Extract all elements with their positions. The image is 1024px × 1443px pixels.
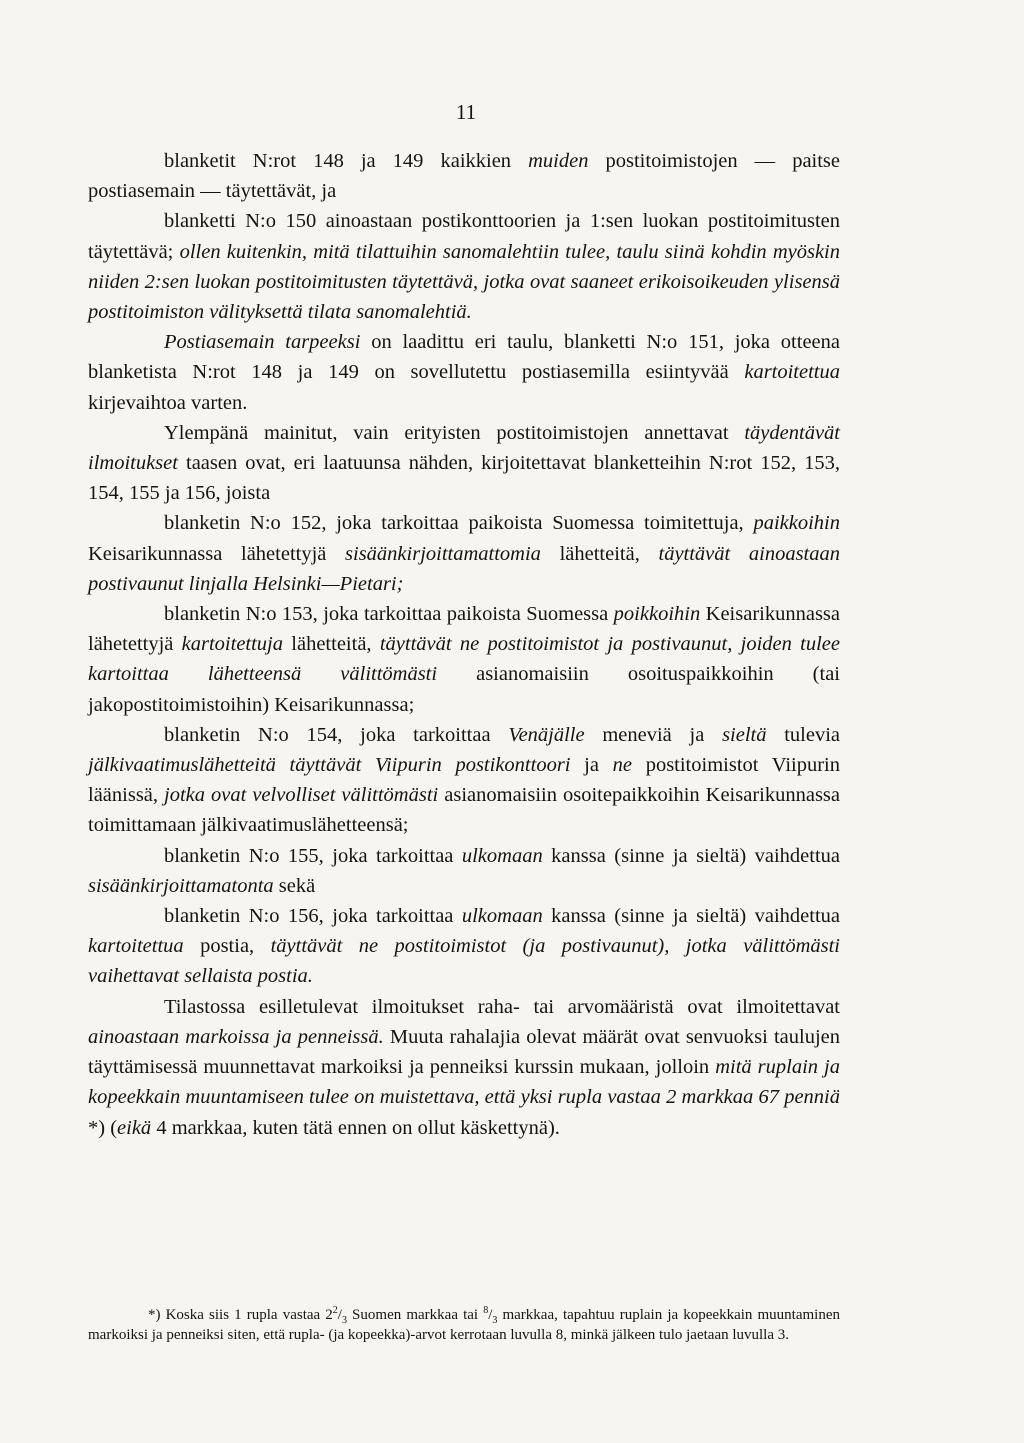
fraction-denominator: 3 bbox=[341, 1315, 347, 1326]
text-run: blanketit N:rot 148 ja 149 kaikkien bbox=[164, 150, 529, 172]
text-run: asianomaisiin osoituspaikkoihin (tai jakopostitoimistoihin) Keisarikunnassa; bbox=[88, 663, 840, 716]
italic-run: täyttävät ainoastaan postivaunut linjalla Helsinki—Pietari; bbox=[88, 542, 840, 595]
italic-run: ainoastaan markoissa ja penneissä. bbox=[88, 1025, 384, 1048]
text-run: lähetteitä, bbox=[283, 633, 380, 656]
italic-run: ulkomaan bbox=[461, 844, 543, 867]
text-run: sekä bbox=[273, 874, 316, 897]
italic-run: sieltä bbox=[722, 723, 767, 746]
paragraph-5 bbox=[88, 508, 840, 599]
text-run: on laadittu eri taulu, blanketti N:o 151, joka otteena blanketista N:rot 148 ja 149 on sovellutettu postiasemilla esiintyvää bbox=[88, 331, 840, 384]
italic-run: Venäjälle bbox=[508, 723, 585, 746]
paragraph-10 bbox=[88, 992, 840, 1143]
page-number: 11 bbox=[455, 100, 477, 124]
italic-run: jotka ovat velvolliset välittömästi bbox=[164, 784, 439, 807]
text-run: taasen ovat, eri laatuunsa nähden, kirjoitettavat blanketteihin N:rot 152, 153, 154, 155 ja 156, joista bbox=[88, 452, 840, 505]
paragraph-1 bbox=[88, 146, 840, 206]
paragraph-2 bbox=[88, 206, 840, 327]
text-run: Keisarikunnassa lähetettyjä bbox=[88, 542, 346, 565]
fraction-slash: / bbox=[337, 1307, 342, 1323]
italic-run: täyttävät ne postitoimistot (ja postivaunut), jotka välittömästi vaihettavat sellaista postia. bbox=[88, 935, 841, 988]
text-run: Muuta rahalajia olevat määrät ovat senvuoksi taulujen täyttämisessä muunnettavat markoiksi ja penneiksi kurssin mukaan, jolloin bbox=[88, 1025, 840, 1079]
italic-run: kartoitettuja bbox=[181, 633, 284, 656]
text-run: blanketin N:o 155, joka tarkoittaa bbox=[164, 844, 462, 867]
text-run: meneviä ja bbox=[584, 723, 723, 746]
text-run: *) ( bbox=[88, 1116, 118, 1139]
text-run: postitoimistojen — paitse postiasemain — täytettävät, ja bbox=[88, 150, 841, 203]
italic-run: ulkomaan bbox=[461, 905, 543, 928]
paragraph-8 bbox=[88, 841, 840, 901]
text-run: Tilastossa esilletulevat ilmoitukset raha- tai arvomääristä ovat ilmoitettavat bbox=[164, 995, 840, 1018]
text-run: tulevia bbox=[766, 723, 841, 746]
italic-run: sisäänkirjoittamatonta bbox=[88, 874, 274, 897]
italic-run: sisäänkirjoittamattomia bbox=[345, 542, 541, 565]
text-run: lähetteitä, bbox=[540, 542, 659, 565]
text-run: postia, bbox=[183, 935, 271, 958]
text-run: kanssa (sinne ja sieltä) vaihdettua bbox=[542, 844, 840, 867]
text-run: markkaa, tapahtuu ruplain ja kopeekkain muuntaminen markoiksi ja penneiksi siten, että rupla- (ja kopeekka)-arvot kerrotaan luvulla 8, minkä jälkeen tulo jaetaan luvulla 3. bbox=[88, 1307, 840, 1343]
paragraph-6 bbox=[88, 599, 840, 720]
footnote bbox=[88, 1306, 840, 1345]
paragraph-7 bbox=[88, 720, 840, 841]
paragraph-9 bbox=[88, 901, 840, 992]
body-text bbox=[88, 146, 840, 1143]
italic-run: paikkoihin bbox=[753, 512, 840, 535]
text-run: blanketin N:o 152, joka tarkoittaa paikoista Suomessa toimitettuja, bbox=[164, 512, 754, 535]
fraction-denominator: 3 bbox=[492, 1315, 498, 1326]
italic-run: poikkoihin bbox=[613, 603, 701, 626]
text-run: ja bbox=[570, 754, 613, 777]
text-run: blanketin N:o 154, joka tarkoittaa bbox=[164, 723, 509, 746]
paragraph-3 bbox=[88, 327, 840, 418]
fraction-slash: / bbox=[488, 1307, 493, 1323]
italic-run: ne bbox=[612, 754, 633, 777]
text-run: blanketti N:o 150 ainoastaan postikonttoorien ja 1:sen luokan postitoimitusten täytettävä; bbox=[88, 210, 840, 263]
italic-run: ollen kuitenkin, mitä tilattuihin sanomalehtiin tulee, taulu siinä kohdin myöskin niiden 2:sen luokan postitoimitusten täytettävä, jotka ovat saaneet erikoisoikeuden ylisensä postitoimiston välityksettä tilata sanomalehtiä. bbox=[88, 240, 841, 324]
italic-run: eikä bbox=[117, 1116, 152, 1139]
italic-run: kartoitettua bbox=[88, 935, 184, 958]
text-run: blanketin N:o 153, joka tarkoittaa paikoista Suomessa bbox=[164, 603, 614, 626]
text-run: postitoimistot Viipurin läänissä, bbox=[88, 754, 841, 807]
text-run: *) Koska siis 1 rupla vastaa 2 bbox=[148, 1307, 333, 1323]
footnote-text bbox=[88, 1306, 840, 1345]
text-run: kanssa (sinne ja sieltä) vaihdettua bbox=[542, 905, 840, 928]
fraction-numerator: 8 bbox=[483, 1305, 489, 1316]
italic-run: mitä ruplain ja kopeekkain muuntamiseen tulee on muistettava, että yksi rupla vastaa 2 markkaa 67 penniä bbox=[88, 1056, 841, 1109]
text-run: blanketin N:o 156, joka tarkoittaa bbox=[164, 905, 462, 928]
text-run: kirjevaihtoa varten. bbox=[88, 391, 248, 414]
italic-run: kartoitettua bbox=[744, 361, 840, 384]
text-run: Keisarikunnassa lähetettyjä bbox=[88, 603, 841, 656]
text-run: asianomaisiin osoitepaikkoihin Keisarikunnassa toimittamaan jälkivaatimuslähetteensä; bbox=[88, 784, 840, 837]
text-run: Ylempänä mainitut, vain erityisten postitoimistojen annettavat bbox=[164, 421, 745, 444]
italic-run: muiden bbox=[528, 150, 589, 172]
fraction-numerator: 2 bbox=[332, 1305, 338, 1316]
italic-run: Postiasemain tarpeeksi bbox=[164, 331, 361, 354]
text-run: Suomen markkaa tai bbox=[346, 1307, 484, 1323]
text-run: 4 markkaa, kuten tätä ennen on ollut käskettynä). bbox=[151, 1116, 560, 1139]
italic-run: täydentävät ilmoitukset bbox=[88, 421, 840, 475]
italic-run: täyttävät ne postitoimistot ja postivaunut, joiden tulee kartoittaa lähetteensä välittömästi bbox=[88, 633, 841, 686]
paragraph-4 bbox=[88, 418, 840, 509]
italic-run: jälkivaatimuslähetteitä täyttävät Viipurin postikonttoori bbox=[88, 754, 571, 777]
